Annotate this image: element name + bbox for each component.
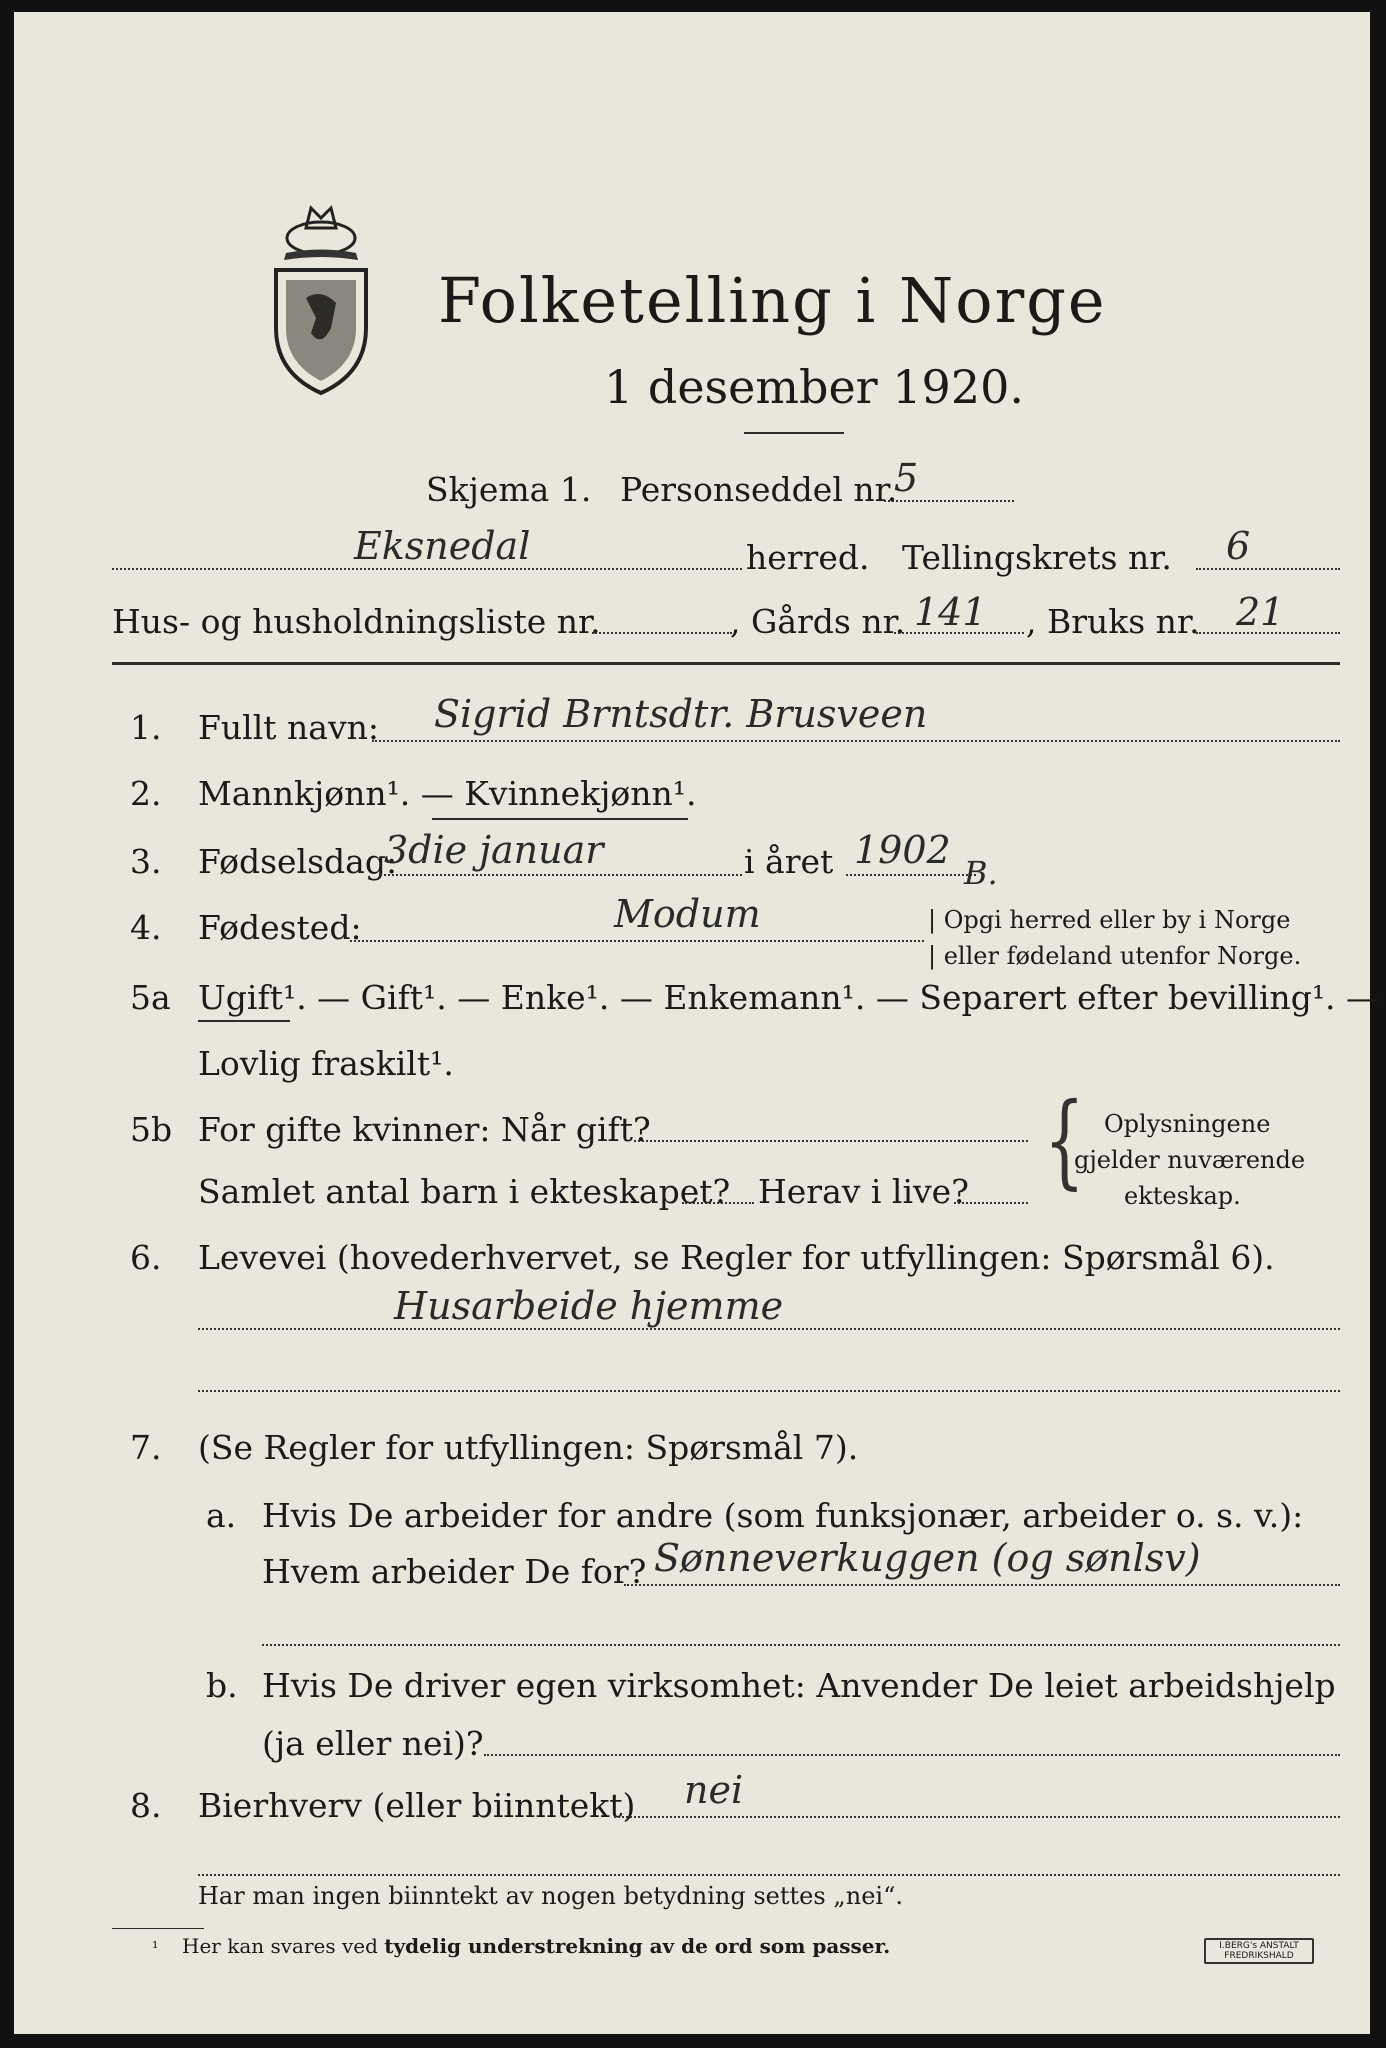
q3-number: 3. [130, 842, 162, 881]
gards-value[interactable]: 141 [914, 590, 987, 634]
printer-stamp: I.BERG's ANSTALT FREDRIKSHALD [1204, 1938, 1314, 1964]
q5b-label: For gifte kvinner: Når gift? [198, 1110, 651, 1149]
q8-label: Bierhverv (eller biinntekt) [198, 1786, 636, 1825]
q1-number: 1. [130, 708, 162, 747]
q3-day[interactable]: 3die januar [384, 828, 604, 872]
q4-note-line2: | eller fødeland utenfor Norge. [928, 942, 1302, 970]
q4-mark: B. [964, 854, 998, 892]
q8-number: 8. [130, 1786, 162, 1825]
schema-label: Skjema 1. [426, 470, 592, 509]
q2-number: 2. [130, 774, 162, 813]
q3-year-label: i året [744, 842, 834, 881]
q5b-label2: Samlet antal barn i ekteskapet? [198, 1172, 731, 1211]
husliste-label: Hus- og husholdningsliste nr. [112, 602, 601, 641]
q2-label: Mannkjønn¹. — Kvinnekjønn¹. [198, 774, 697, 813]
q7b-label2: (ja eller nei)? [262, 1724, 484, 1763]
q5b-note2: gjelder nuværende [1074, 1146, 1306, 1174]
q1-label: Fullt navn: [198, 708, 379, 747]
footnote-text: Her kan svares ved tydelig understrekning av de ord som passer. [182, 1934, 891, 1958]
q4-number: 4. [130, 908, 162, 947]
q5b-note3: ekteskap. [1124, 1182, 1241, 1210]
q7-number: 7. [130, 1428, 162, 1467]
q7a-letter: a. [206, 1496, 237, 1535]
footnote-mark: ¹ [152, 1938, 159, 1957]
q7a-label: Hvis De arbeider for andre (som funksjonær, arbeider o. s. v.): [262, 1496, 1304, 1535]
q4-answer[interactable]: Modum [614, 892, 761, 936]
q5a-label2: Lovlig fraskilt¹. [198, 1044, 454, 1083]
q2-underline [432, 818, 688, 820]
census-form [14, 12, 1380, 2034]
coat-of-arms-icon [266, 198, 376, 398]
form-title: Folketelling i Norge [438, 264, 1107, 337]
tellingskrets-value[interactable]: 6 [1226, 524, 1251, 568]
q3-label: Fødselsdag: [198, 842, 398, 881]
bruks-label: , Bruks nr. [1026, 602, 1200, 641]
herred-label: herred. [746, 538, 870, 577]
personseddel-label: Personseddel nr. [620, 470, 898, 509]
q5b-label3: Herav i live? [758, 1172, 969, 1211]
q6-number: 6. [130, 1238, 162, 1277]
q5b-number: 5b [130, 1110, 173, 1149]
q1-answer[interactable]: Sigrid Brntsdtr. Brusveen [434, 692, 928, 736]
q5a-label: Ugift¹. — Gift¹. — Enke¹. — Enkemann¹. — Separert efter bevilling¹. — [198, 978, 1380, 1017]
q5a-underline [198, 1020, 290, 1022]
footnote-divider [112, 1928, 204, 1929]
q5b-brace: { [1044, 1082, 1085, 1202]
q6-label: Levevei (hovederhvervet, se Regler for utfyllingen: Spørsmål 6). [198, 1238, 1275, 1277]
q7a-answer[interactable]: Sønneverkuggen (og sønlsv) [654, 1536, 1201, 1580]
q7a-label2: Hvem arbeider De for? [262, 1552, 647, 1591]
q4-label: Fødested: [198, 908, 362, 947]
q7-label: (Se Regler for utfyllingen: Spørsmål 7). [198, 1428, 859, 1467]
q7b-label: Hvis De driver egen virksomhet: Anvender De leiet arbeidshjelp [262, 1666, 1336, 1705]
title-divider [744, 432, 844, 434]
q3-year[interactable]: 1902 [854, 828, 951, 872]
bruks-value[interactable]: 21 [1236, 590, 1285, 634]
form-date: 1 desember 1920. [604, 360, 1024, 414]
tellingskrets-label: Tellingskrets nr. [902, 538, 1172, 577]
q6-answer[interactable]: Husarbeide hjemme [394, 1284, 784, 1328]
q5b-note1: Oplysningene [1104, 1110, 1271, 1138]
personseddel-value[interactable]: 5 [894, 456, 919, 500]
q5a-number: 5a [130, 978, 171, 1017]
biinntekt-note: Har man ingen biinntekt av nogen betydning settes „nei“. [198, 1882, 903, 1910]
q4-note-line1: | Opgi herred eller by i Norge [928, 906, 1291, 934]
herred-value[interactable]: Eksnedal [354, 524, 531, 568]
q8-answer[interactable]: nei [684, 1768, 744, 1812]
gards-label: , Gårds nr. [730, 602, 906, 641]
q7b-letter: b. [206, 1666, 238, 1705]
section-divider [112, 662, 1340, 665]
